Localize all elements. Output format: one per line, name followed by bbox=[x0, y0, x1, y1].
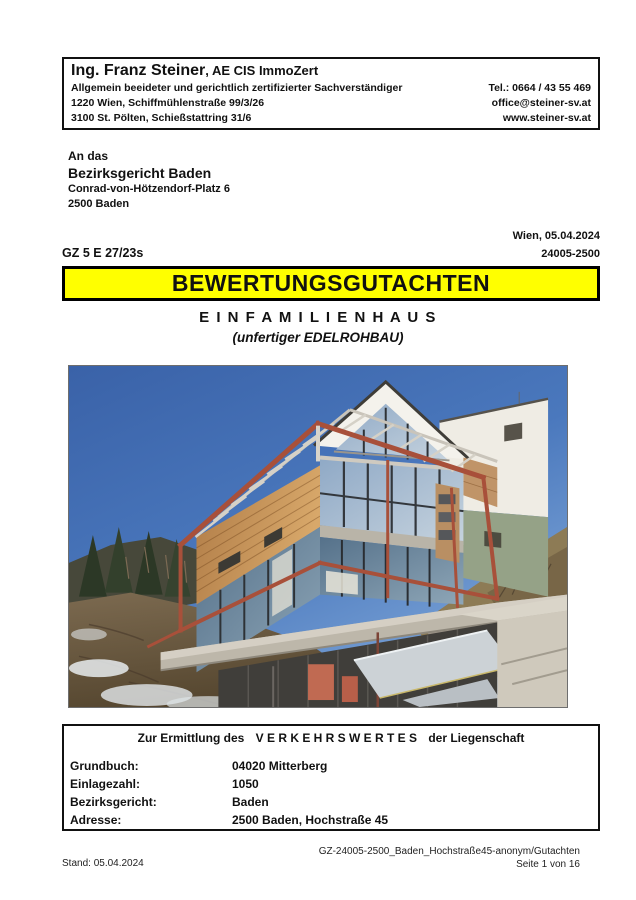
property-value: 1050 bbox=[232, 777, 259, 791]
reference-row bbox=[62, 246, 600, 260]
expert-name-suffix: , AE CIS ImmoZert bbox=[205, 63, 319, 78]
footer-document-reference bbox=[319, 845, 580, 871]
report-number: 24005-2500 bbox=[541, 248, 600, 260]
footer-page-number: Seite 1 von 16 bbox=[516, 859, 580, 870]
property-value: 2500 Baden, Hochstraße 45 bbox=[232, 813, 389, 827]
letterhead-box bbox=[62, 57, 600, 130]
property-label: Adresse: bbox=[70, 813, 122, 827]
footer-file-reference: GZ-24005-2500_Baden_Hochstraße45-anonym/Gutachten bbox=[318, 846, 580, 857]
expert-phone: Tel.: 0664 / 43 55 469 bbox=[488, 81, 591, 94]
property-label: Grundbuch: bbox=[70, 759, 139, 773]
subject-condition: (unfertiger EDELROHBAU) bbox=[232, 330, 404, 345]
expert-name-line bbox=[71, 61, 591, 80]
place-date: Wien, 05.04.2024 bbox=[512, 230, 600, 242]
recipient-city: 2500 Baden bbox=[68, 198, 130, 210]
court-file-number: GZ 5 E 27/23s bbox=[62, 246, 144, 260]
expert-address-vienna: 1220 Wien, Schiffmühlenstraße 99/3/26 bbox=[71, 96, 265, 109]
expert-address-stpoelten: 3100 St. Pölten, Schießstattring 31/6 bbox=[71, 111, 252, 124]
property-photo-illustration bbox=[69, 366, 567, 707]
property-rows bbox=[70, 757, 592, 829]
property-value: 04020 Mitterberg bbox=[232, 759, 328, 773]
property-photo bbox=[68, 365, 568, 708]
property-box-title-emphasis: V E R K E H R S W E R T E S bbox=[255, 731, 417, 745]
property-label: Einlagezahl: bbox=[70, 777, 141, 791]
expert-email: office@steiner-sv.at bbox=[491, 96, 591, 109]
property-row-einlagezahl bbox=[70, 775, 592, 793]
property-row-grundbuch bbox=[70, 757, 592, 775]
recipient-block bbox=[68, 148, 230, 212]
property-box-title-suffix: der Liegenschaft bbox=[428, 731, 525, 745]
property-label: Bezirksgericht: bbox=[70, 795, 157, 809]
subject-type: E I N F A M I L I E N H A U S bbox=[199, 309, 437, 326]
expert-qualification: Allgemein beeideter und gerichtlich zertifizierter Sachverständiger bbox=[71, 81, 403, 94]
expert-website: www.steiner-sv.at bbox=[502, 111, 591, 124]
property-value: Baden bbox=[232, 795, 269, 809]
recipient-street: Conrad-von-Hötzendorf-Platz 6 bbox=[68, 183, 230, 195]
report-title-banner bbox=[62, 266, 600, 301]
footer-version-date: Stand: 05.04.2024 bbox=[62, 858, 144, 869]
property-row-adresse bbox=[70, 811, 592, 829]
expert-name: Ing. Franz Steiner bbox=[71, 62, 206, 79]
property-box-title-prefix: Zur Ermittlung des bbox=[137, 731, 245, 745]
recipient-salutation: An das bbox=[68, 149, 109, 163]
property-box bbox=[62, 724, 600, 831]
report-title: BEWERTUNGSGUTACHTEN bbox=[171, 270, 491, 296]
property-row-bezirksgericht bbox=[70, 793, 592, 811]
recipient-court: Bezirksgericht Baden bbox=[68, 165, 212, 181]
property-box-title bbox=[70, 731, 592, 746]
